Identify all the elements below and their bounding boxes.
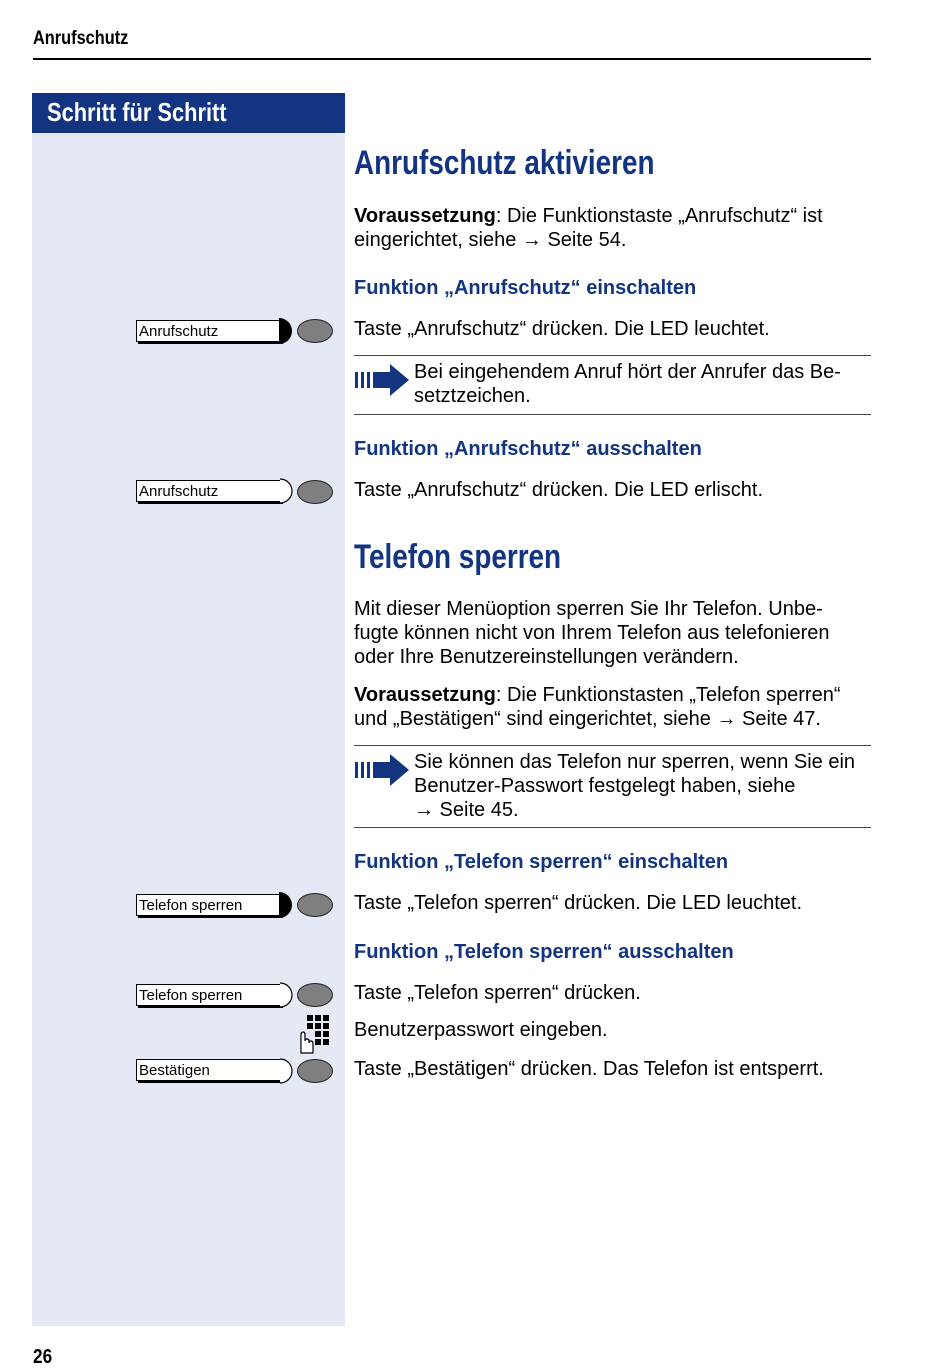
led-off-icon — [279, 1058, 293, 1084]
note-rule-top — [354, 745, 871, 746]
intro-paragraph — [354, 597, 874, 669]
function-key-bestaetigen-button[interactable] — [297, 1059, 333, 1083]
function-key-anrufschutz-button[interactable] — [297, 319, 333, 343]
function-key-telefon-sperren-button[interactable] — [297, 983, 333, 1007]
note-line: → Seite 45. — [414, 799, 519, 821]
section-heading-telefon-sperren: Telefon sperren — [354, 538, 562, 576]
step-text: Taste „Telefon sperren“ drücken. Die LED leuchtet. — [354, 892, 802, 914]
function-key-bestaetigen-label[interactable]: Bestätigen — [136, 1059, 281, 1081]
function-key-telefon-sperren-label[interactable]: Telefon sperren — [136, 894, 281, 916]
led-on-icon — [279, 892, 293, 918]
intro-line: oder Ihre Benutzereinstellungen verändern. — [354, 646, 739, 668]
subheading-telefon-sperren-off: Funktion „Telefon sperren“ ausschalten — [354, 941, 734, 963]
led-on-icon — [279, 318, 293, 344]
function-key-anrufschutz-label[interactable]: Anrufschutz — [136, 320, 281, 342]
led-off-icon — [279, 982, 293, 1008]
arrow-note-icon — [354, 362, 412, 398]
sidebar-header — [32, 93, 345, 133]
subheading-anrufschutz-on: Funktion „Anrufschutz“ einschalten — [354, 277, 697, 299]
sidebar-title: Schritt für Schritt — [47, 97, 227, 127]
note-rule-bottom — [354, 414, 871, 415]
precondition-text: : Die Funktionstaste „Anrufschutz“ ist — [495, 205, 823, 227]
note-line: Bei eingehendem Anruf hört der Anrufer das Be- — [414, 361, 841, 383]
precondition-text: : Die Funktionstasten „Telefon sperren“ — [495, 684, 841, 706]
function-key-telefon-sperren-button[interactable] — [297, 893, 333, 917]
step-text: Taste „Bestätigen“ drücken. Das Telefon ist entsperrt. — [354, 1058, 824, 1080]
page-header-title: Anrufschutz — [33, 28, 129, 49]
sidebar — [32, 93, 345, 1326]
page-number: 26 — [33, 1346, 53, 1368]
subheading-telefon-sperren-on: Funktion „Telefon sperren“ einschalten — [354, 851, 729, 873]
step-text: Benutzerpasswort eingeben. — [354, 1019, 608, 1041]
note-rule-bottom — [354, 827, 871, 828]
precondition-2 — [354, 683, 874, 731]
function-key-anrufschutz-label[interactable]: Anrufschutz — [136, 480, 281, 502]
led-off-icon — [279, 478, 293, 504]
intro-line: Mit dieser Menüoption sperren Sie Ihr Telefon. Unbe- — [354, 598, 823, 620]
precondition-label: Voraussetzung — [354, 205, 496, 227]
note-line: Benutzer-Passwort festgelegt haben, siehe — [414, 775, 796, 797]
note-line: setztzeichen. — [414, 385, 531, 407]
function-key-telefon-sperren-label[interactable]: Telefon sperren — [136, 984, 281, 1006]
keypad-icon[interactable] — [297, 1013, 333, 1055]
precondition-1 — [354, 204, 874, 252]
note-rule-top — [354, 355, 871, 356]
precondition-text: und „Bestätigen“ sind eingerichtet, siehe → Seite 47. — [354, 708, 821, 730]
precondition-label: Voraussetzung — [354, 684, 496, 706]
note-line: Sie können das Telefon nur sperren, wenn Sie ein — [414, 751, 856, 773]
section-heading-anrufschutz: Anrufschutz aktivieren — [354, 144, 655, 182]
subheading-anrufschutz-off: Funktion „Anrufschutz“ ausschalten — [354, 438, 702, 460]
header-rule — [33, 58, 871, 60]
note-text — [414, 750, 874, 822]
precondition-text: eingerichtet, siehe → Seite 54. — [354, 229, 627, 251]
note-text — [414, 360, 874, 408]
arrow-note-icon — [354, 752, 412, 788]
step-text: Taste „Anrufschutz“ drücken. Die LED erlischt. — [354, 479, 764, 501]
intro-line: fugte können nicht von Ihrem Telefon aus telefonieren — [354, 622, 830, 644]
function-key-anrufschutz-button[interactable] — [297, 480, 333, 504]
step-text: Taste „Telefon sperren“ drücken. — [354, 982, 641, 1004]
step-text: Taste „Anrufschutz“ drücken. Die LED leuchtet. — [354, 318, 770, 340]
